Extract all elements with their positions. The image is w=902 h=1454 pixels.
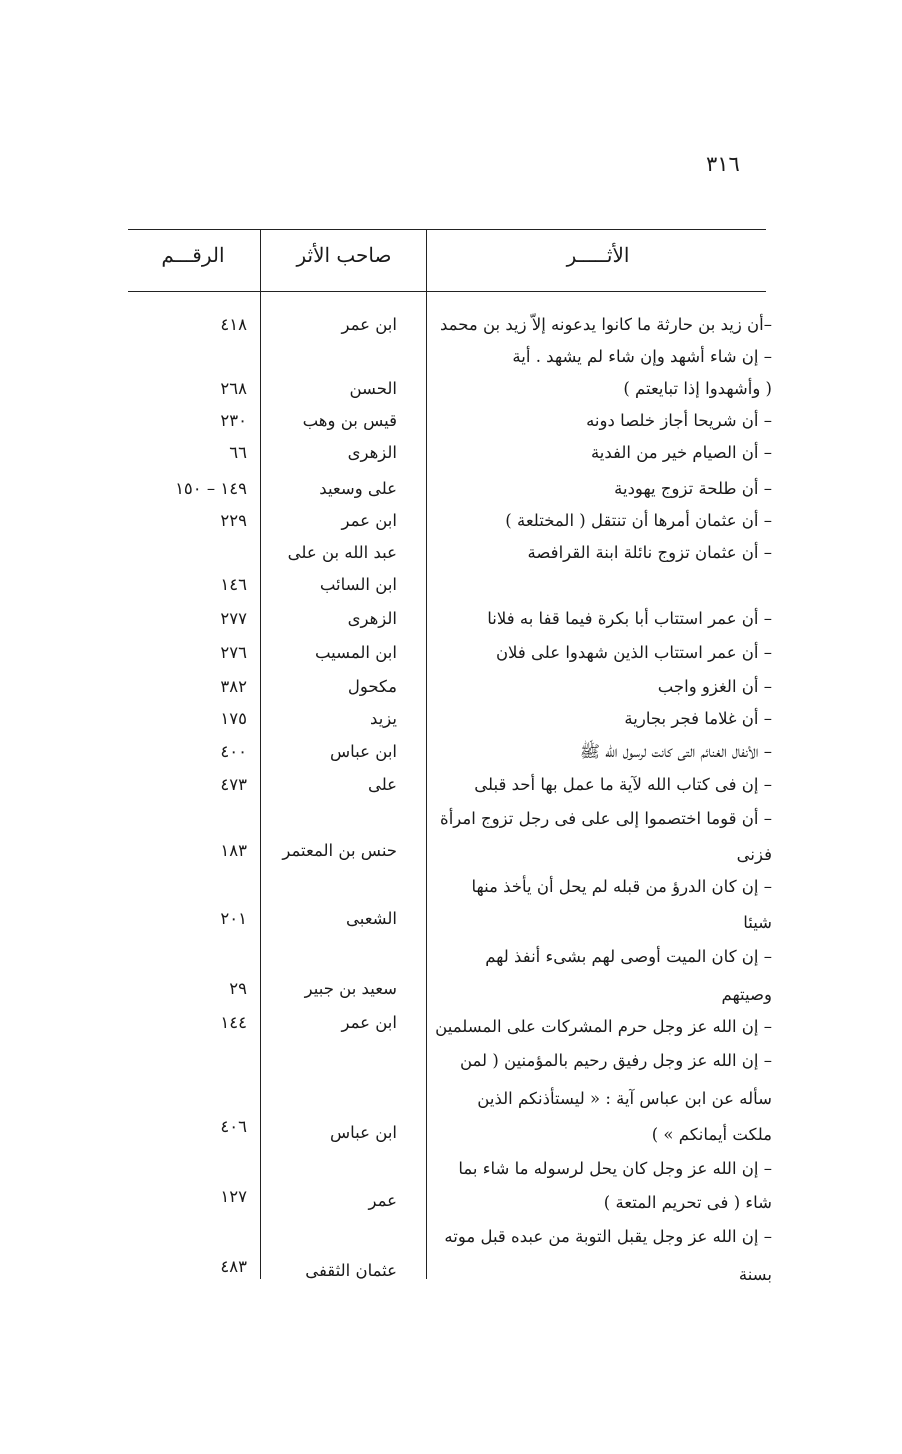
sahib-name: الحسن — [349, 379, 397, 398]
athar-text: بسنة — [738, 1265, 772, 1284]
raqm-number: ٢٧٦ — [220, 643, 247, 662]
header-raqm: الرقـــم — [161, 243, 225, 267]
sahib-name: ابن عمر — [341, 511, 397, 530]
sahib-name: الزهرى — [347, 443, 397, 462]
raqm-number — [117, 942, 247, 972]
athar-text: – أن عمر استتاب الذين شهدوا على فلان — [495, 643, 772, 662]
raqm-number: ٤٠٠ — [220, 742, 247, 761]
raqm-number — [117, 538, 247, 568]
raqm-number: ١٤٤ — [220, 1013, 247, 1032]
athar-text: – أن الصيام خير من الفدية — [590, 443, 772, 462]
athar-text: – أن الغزو واجب — [657, 677, 772, 696]
athar-text: – إن شاء أشهد وإن شاء لم يشهد . أية — [512, 347, 772, 366]
sahib-name: حنس بن المعتمر — [282, 841, 397, 860]
sahib-name: الزهرى — [347, 609, 397, 628]
sahib-name: عثمان الثقفى — [305, 1261, 397, 1280]
raqm-number: ٤١٨ — [220, 315, 247, 334]
athar-text: شيئا — [743, 913, 772, 932]
sahib-name: ابن السائب — [319, 575, 397, 594]
raqm-number: ٤٧٣ — [220, 775, 247, 794]
athar-text: – الأنفال الغنائم التى كانت لرسول الله ﷺ — [579, 742, 772, 761]
athar-text: – أن قوما اختصموا إلى على فى رجل تزوج امرأة — [440, 809, 772, 828]
raqm-number — [117, 1222, 247, 1252]
sahib-name: عبد الله بن على — [287, 543, 397, 562]
sahib-name — [247, 872, 397, 902]
header-athar: الأثـــــر — [566, 243, 630, 267]
athar-text: – أن طلحة تزوج يهودية — [614, 479, 772, 498]
raqm-number: ٤٠٦ — [220, 1117, 247, 1136]
raqm-number: ٦٦ — [229, 443, 247, 462]
raqm-number: ١٤٩ – ١٥٠ — [175, 479, 247, 498]
athar-text: – إن الله عز وجل رفيق رحيم بالمؤمنين ( لمن — [459, 1051, 772, 1070]
sahib-name — [247, 942, 397, 972]
raqm-number: ١٢٧ — [220, 1187, 247, 1206]
raqm-number: ١٨٣ — [220, 841, 247, 860]
raqm-number — [117, 1154, 247, 1184]
raqm-number: ٢٧٧ — [220, 609, 247, 628]
sahib-name — [247, 1046, 397, 1076]
sahib-name — [247, 342, 397, 372]
athar-text: – إن الله عز وجل حرم المشركات على المسلمين — [435, 1017, 772, 1036]
sahib-name: على وسعيد — [319, 479, 397, 498]
raqm-number — [117, 872, 247, 902]
sahib-name: على — [367, 775, 397, 794]
athar-text: – إن فى كتاب الله لآية ما عمل بها أحد قبلى — [474, 775, 772, 794]
page-number: ٣١٦ — [706, 152, 740, 176]
athar-text: – إن الله عز وجل يقبل التوبة من عبده قبل موته — [444, 1227, 772, 1246]
athar-text: ( وأشهدوا إذا تبايعتم ) — [623, 379, 772, 398]
athar-text: شاء ( فى تحريم المتعة ) — [603, 1193, 772, 1212]
raqm-number — [117, 1084, 247, 1114]
athar-text: – أن غلاما فجر بجارية — [624, 709, 772, 728]
sahib-name: عمر — [368, 1191, 397, 1210]
athar-text: سأله عن ابن عباس آية : « ليستأذنكم الذين — [477, 1089, 772, 1108]
raqm-number: ١٤٦ — [220, 575, 247, 594]
raqm-number: ٢٢٩ — [220, 511, 247, 530]
athar-text: فزنى — [736, 845, 772, 864]
sahib-name: الشعبى — [345, 909, 397, 928]
raqm-number: ١٧٥ — [220, 709, 247, 728]
sahib-name: ابن عمر — [341, 1013, 397, 1032]
athar-text: ملكت أيمانكم » ) — [651, 1125, 772, 1144]
athar-text: – أن عثمان تزوج نائلة ابنة القرافصة — [527, 543, 772, 562]
sahib-name: ابن عمر — [341, 315, 397, 334]
sahib-name: ابن عباس — [330, 742, 397, 761]
sahib-name — [247, 804, 397, 834]
sahib-name: ابن المسيب — [314, 643, 397, 662]
sahib-name: مكحول — [347, 677, 397, 696]
athar-text: – أن عمر استتاب أبا بكرة فيما قفا به فلانا — [487, 609, 772, 628]
raqm-number — [117, 804, 247, 834]
sahib-name: يزيد — [370, 709, 397, 728]
raqm-number: ٤٨٣ — [220, 1257, 247, 1276]
raqm-number — [117, 342, 247, 372]
athar-text: –أن زيد بن حارثة ما كانوا يدعونه إلاّ زيد بن محمد — [440, 315, 772, 334]
sahib-name: ابن عباس — [330, 1123, 397, 1142]
sahib-name: سعيد بن جبير — [304, 979, 397, 998]
raqm-number: ٢٦٨ — [220, 379, 247, 398]
raqm-number: ٢٩ — [229, 979, 247, 998]
sahib-name — [247, 1154, 397, 1184]
athar-text: – إن كان الدرؤ من قبله لم يحل أن يأخذ منها — [471, 877, 772, 896]
athar-text: – إن كان الميت أوصى لهم بشىء أنفذ لهم — [485, 947, 772, 966]
raqm-number: ٣٨٢ — [220, 677, 247, 696]
header-sahib: صاحب الأثر — [296, 243, 392, 267]
raqm-number: ٢٠١ — [220, 909, 247, 928]
athar-text: وصيتهم — [721, 985, 772, 1004]
athar-text — [422, 570, 772, 600]
athar-text: – أن عثمان أمرها أن تنتقل ( المختلعة ) — [505, 511, 772, 530]
raqm-number — [117, 1046, 247, 1076]
athar-text: – إن الله عز وجل كان يحل لرسوله ما شاء بما — [458, 1159, 772, 1178]
raqm-number: ٢٣٠ — [220, 411, 247, 430]
sahib-name: قيس بن وهب — [302, 411, 397, 430]
sahib-name — [247, 1084, 397, 1114]
athar-text: – أن شريحا أجاز خلصا دونه — [586, 411, 772, 430]
sahib-name — [247, 1222, 397, 1252]
